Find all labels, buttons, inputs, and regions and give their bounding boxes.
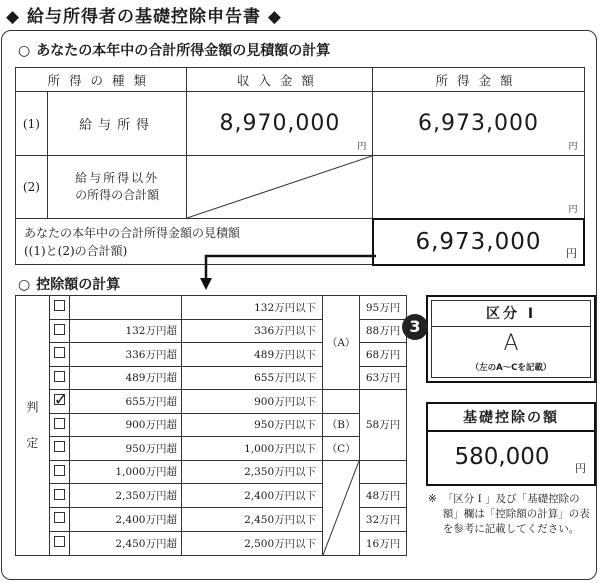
income-table: [15, 67, 585, 266]
header-income: 収入金額: [187, 68, 373, 92]
range-to: 900万円以下: [181, 390, 322, 414]
amount-cell: 32万円: [360, 508, 407, 532]
kijun-title: 基礎控除の額: [428, 404, 594, 432]
amount-cell: 48万円: [360, 484, 407, 508]
table-row: [16, 413, 407, 437]
range-from: 655万円超: [69, 390, 181, 414]
circle-icon: ○: [18, 43, 31, 59]
note-text: 「区分 I 」及び「基礎控除の額」欄は「控除額の計算」の表を参考に記載してください。: [442, 493, 590, 535]
table-row: [16, 390, 407, 414]
yen-unit: 円: [357, 142, 367, 152]
salary-shotoku-value: 6,973,000: [417, 111, 539, 136]
section2-heading-text: 控除額の計算: [36, 277, 121, 293]
income-table-header: [16, 68, 585, 92]
diagonal-strike: [323, 461, 359, 555]
range-from: 336万円超: [69, 343, 181, 367]
checkbox[interactable]: [54, 536, 65, 547]
amount-cell: 63万円: [360, 366, 407, 390]
checkbox[interactable]: [54, 465, 65, 476]
kubun-inner: [431, 300, 591, 378]
total-label-line2: ((1)と(2)の合計額): [24, 243, 128, 258]
amount-cell: 95万円: [360, 296, 407, 320]
diagonal-cell: [323, 460, 360, 555]
kubun-note: （左のA～Cを記載）: [470, 363, 552, 373]
other-shotoku-field[interactable]: [373, 156, 584, 219]
total-field[interactable]: [373, 219, 584, 265]
group-b: （B）: [323, 413, 360, 437]
range-to: 655万円以下: [181, 366, 322, 390]
table-row: [16, 296, 407, 320]
range-from: 2,350万円超: [69, 484, 181, 508]
footnote: [428, 492, 593, 537]
range-to: 1,000万円以下: [181, 437, 322, 461]
page-title: ◆ 給与所得者の基礎控除申告書 ◆: [6, 7, 282, 27]
range-from: 2,450万円超: [69, 531, 181, 555]
range-from: [69, 296, 181, 320]
hantei-label: [16, 296, 50, 556]
range-to: 336万円以下: [181, 319, 322, 343]
kubun-value[interactable]: A: [503, 331, 519, 356]
table-row: [16, 92, 585, 156]
salary-income-value: 8,970,000: [219, 111, 341, 136]
amount-cell: 88万円: [360, 319, 407, 343]
check-icon: ✓: [53, 390, 68, 410]
section1-heading: [18, 40, 330, 60]
yen-unit: 円: [566, 246, 577, 260]
amount-cell: 16万円: [360, 531, 407, 555]
range-to: 489万円以下: [181, 343, 322, 367]
range-to: 950万円以下: [181, 413, 322, 437]
note-mark: ※: [428, 493, 437, 505]
kijun-value[interactable]: 580,000: [454, 444, 550, 470]
row-label-line1: 給与所得以外: [75, 171, 160, 185]
salary-income-field[interactable]: [187, 92, 373, 156]
amount-cell: 68万円: [360, 343, 407, 367]
table-row: [16, 156, 585, 219]
range-to: 132万円以下: [181, 296, 322, 320]
range-from: 2,400万円超: [69, 508, 181, 532]
row-label: [47, 156, 187, 219]
table-row: [16, 437, 407, 461]
checkbox[interactable]: [54, 441, 65, 452]
yen-unit: 円: [575, 462, 586, 475]
header-type: 所得の種類: [16, 68, 187, 92]
checkbox[interactable]: [54, 418, 65, 429]
row-label: 給与所得: [47, 92, 187, 156]
salary-shotoku-field[interactable]: [373, 92, 584, 156]
row-number: (1): [16, 92, 48, 156]
diagonal-strike: [187, 156, 372, 218]
hantei-label-1: 判: [26, 400, 39, 415]
range-to: 2,350万円以下: [181, 460, 322, 484]
amount-cell: 58万円: [360, 390, 407, 461]
kubun-title: 区分 I: [432, 301, 590, 327]
step-badge: 3: [402, 314, 428, 340]
range-to: 2,400万円以下: [181, 484, 322, 508]
checkbox[interactable]: [54, 489, 65, 500]
kijun-box: [426, 402, 596, 486]
other-income-field-disabled: [187, 156, 373, 219]
circle-icon: ○: [18, 277, 31, 293]
total-value: 6,973,000: [415, 228, 542, 255]
table-row: [16, 460, 407, 484]
yen-unit: 円: [568, 142, 578, 152]
checkbox[interactable]: [54, 371, 65, 382]
arrow-down-icon: [200, 254, 380, 294]
checkbox[interactable]: [54, 300, 65, 311]
range-to: 2,500万円以下: [181, 531, 322, 555]
group-c: （C）: [323, 437, 360, 461]
range-from: 900万円超: [69, 413, 181, 437]
range-from: 950万円超: [69, 437, 181, 461]
row-label-line2: の所得の合計額: [75, 188, 160, 202]
range-from: 1,000万円超: [69, 460, 181, 484]
group-a: （A）: [323, 296, 360, 390]
header-shotoku: 所得金額: [373, 68, 584, 92]
range-to: 2,450万円以下: [181, 508, 322, 532]
group-spacer: [323, 390, 360, 414]
kubun-box: [426, 295, 596, 383]
section2-heading: [18, 274, 120, 294]
checkbox[interactable]: [54, 324, 65, 335]
amount-empty: [360, 460, 407, 484]
checkbox[interactable]: [54, 347, 65, 358]
hantei-label-2: 定: [26, 436, 39, 451]
deduction-table: [15, 295, 407, 556]
checkbox[interactable]: [54, 512, 65, 523]
yen-unit: 円: [568, 204, 578, 215]
range-from: 132万円超: [69, 319, 181, 343]
total-label-line1: あなたの本年中の合計所得金額の見積額: [24, 225, 241, 240]
section1-heading-text: あなたの本年中の合計所得金額の見積額の計算: [36, 43, 331, 59]
range-from: 489万円超: [69, 366, 181, 390]
row-number: (2): [16, 156, 48, 219]
